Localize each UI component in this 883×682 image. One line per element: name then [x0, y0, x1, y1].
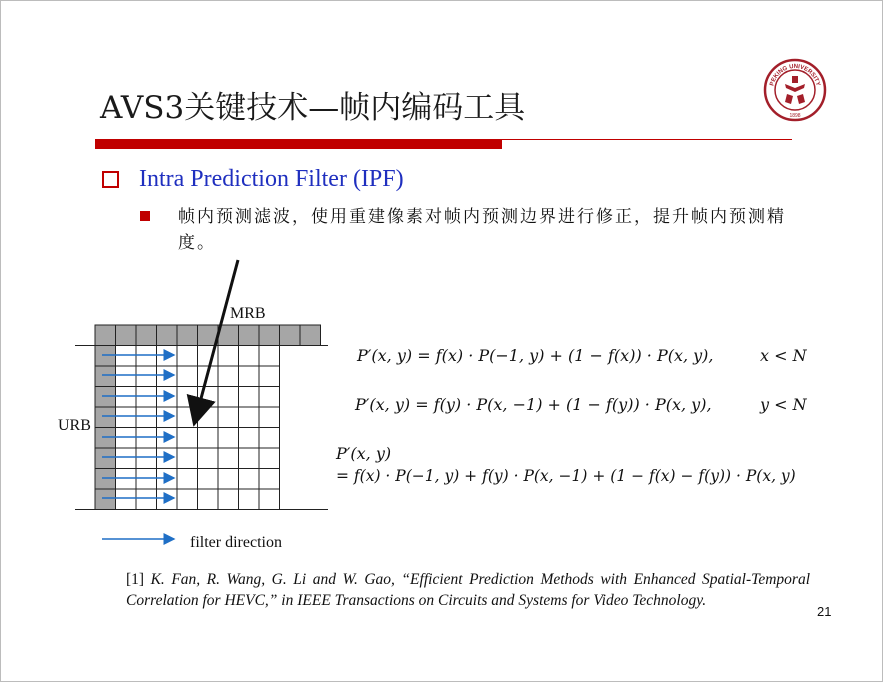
- ipf-block-diagram: [40, 255, 340, 555]
- reference-text: K. Fan, R. Wang, G. Li and W. Gao, “Efficient Prediction Methods with Enhanced Spatial-Temporal Correlation for HEVC,” in IEEE Transactions on Circuits and Systems for Video Technology.: [126, 571, 810, 609]
- mrb-reference-row: [95, 325, 321, 346]
- header-red-bar: [95, 140, 502, 149]
- equation-3-rhs: = f(x) · P(−1, y) + f(y) · P(x, −1) + (1 − f(x) − f(y)) · P(x, y): [336, 467, 796, 485]
- bullet-ipf-heading: Intra Prediction Filter (IPF): [139, 166, 404, 192]
- hollow-square-bullet-icon: [102, 171, 119, 188]
- logo-year: 1898: [789, 113, 801, 119]
- equation-1-condition: x < N: [760, 346, 807, 365]
- mrb-label: MRB: [230, 305, 266, 322]
- peking-university-logo: [763, 58, 827, 122]
- logo-text: PEKING UNIVERSITY: [769, 63, 821, 87]
- equation-3-lhs: P′(x, y): [336, 444, 392, 463]
- equation-2: P′(x, y) = f(y) · P(x, −1) + (1 − f(y)) · P(x, y),: [355, 395, 712, 414]
- legend-label: filter direction: [190, 534, 282, 551]
- filled-square-bullet-icon: [140, 211, 150, 221]
- reference-citation: [126, 569, 810, 611]
- bullet-ipf-description: 帧内预测滤波，使用重建像素对帧内预测边界进行修正，提升帧内预测精度。: [178, 207, 786, 253]
- equation-1: P′(x, y) = f(x) · P(−1, y) + (1 − f(x)) · P(x, y),: [357, 346, 714, 365]
- page-number: 21: [817, 604, 832, 619]
- urb-label: URB: [58, 417, 91, 434]
- slide-title: AVS3关键技术—帧内编码工具: [100, 90, 526, 126]
- reference-prefix: [1]: [126, 571, 151, 588]
- equation-2-condition: y < N: [760, 395, 807, 414]
